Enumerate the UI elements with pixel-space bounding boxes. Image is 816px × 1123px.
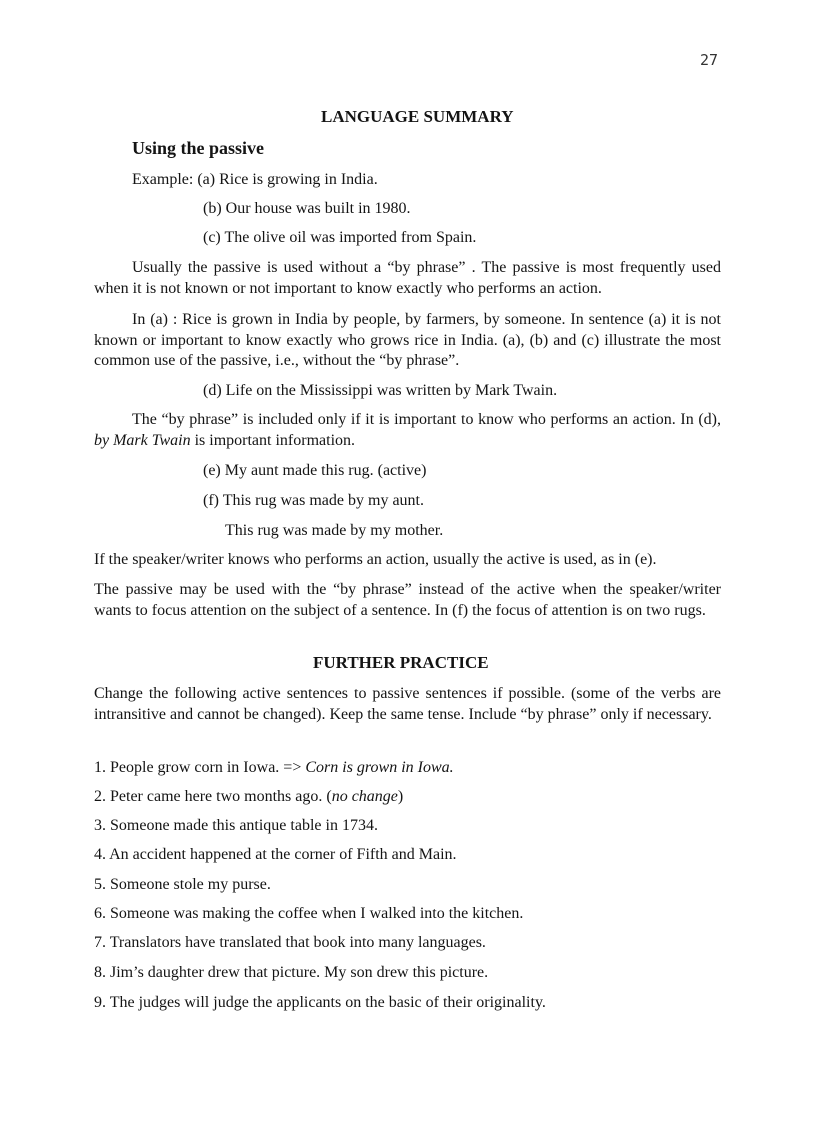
example-d: (d) Life on the Mississippi was written by Mark Twain. <box>203 382 558 399</box>
example-f: (f) This rug was made by my aunt. <box>203 492 424 509</box>
paragraph-by-phrase <box>94 410 721 451</box>
paragraph-usage: Usually the passive is used without a “by phrase” . The passive is most frequently used when it is not known or not important to know exactly who performs an action. <box>94 259 721 297</box>
practice-item-1 <box>94 758 454 778</box>
example-e: (e) My aunt made this rug. (active) <box>203 462 427 479</box>
by-phrase-text-1: The “by phrase” is included only if it is important to know who performs an action. In (d), <box>132 411 721 428</box>
practice-instructions: Change the following active sentences to passive sentences if possible. (some of the verbs are intransitive and cannot be changed). Keep the same tense. Include “by phrase” only if necessary. <box>94 685 721 723</box>
example-f-alternate: This rug was made by my mother. <box>225 522 444 539</box>
example-c: (c) The olive oil was imported from Spain. <box>203 229 477 246</box>
practice-item-1-answer: Corn is grown in Iowa. <box>305 759 454 776</box>
subheading-using-the-passive: Using the passive <box>132 138 265 158</box>
practice-item-8: 8. Jim’s daughter drew that picture. My son drew this picture. <box>94 964 489 981</box>
practice-item-6: 6. Someone was making the coffee when I walked into the kitchen. <box>94 905 524 922</box>
practice-item-4: 4. An accident happened at the corner of Fifth and Main. <box>94 846 457 863</box>
paragraph-explanation-a: In (a) : Rice is grown in India by people, by farmers, by someone. In sentence (a) it is not known or important to know exactly who grows rice in India. (a), (b) and (c) illustrate the most common use of the passive, i.e., without the “by phrase”. <box>94 311 721 369</box>
practice-item-9: 9. The judges will judge the applicants on the basic of their originality. <box>94 994 546 1011</box>
page-number: 27 <box>700 51 719 69</box>
section-heading-further-practice: FURTHER PRACTICE <box>313 653 489 672</box>
practice-item-2 <box>94 787 403 807</box>
example-a: Example: (a) Rice is growing in India. <box>132 171 378 188</box>
by-phrase-italic: by Mark Twain <box>94 431 191 449</box>
practice-item-2-answer: no change <box>331 788 398 805</box>
practice-item-5: 5. Someone stole my purse. <box>94 876 271 893</box>
paragraph-focus: The passive may be used with the “by phrase” instead of the active when the speaker/writer wants to focus attention on the subject of a sentence. In (f) the focus of attention is on two rugs. <box>94 581 721 619</box>
paragraph-active: If the speaker/writer knows who performs an action, usually the active is used, as in (e). <box>94 551 657 568</box>
practice-item-7: 7. Translators have translated that book into many languages. <box>94 934 486 951</box>
practice-item-3: 3. Someone made this antique table in 1734. <box>94 817 378 834</box>
practice-item-2-close: ) <box>397 788 404 805</box>
practice-item-2-text: 2. Peter came here two months ago. ( <box>94 788 332 805</box>
example-b: (b) Our house was built in 1980. <box>203 200 411 217</box>
practice-item-1-text: 1. People grow corn in Iowa. => <box>94 759 306 776</box>
by-phrase-text-2: is important information. <box>190 431 356 449</box>
section-heading-language-summary: LANGUAGE SUMMARY <box>321 107 514 126</box>
